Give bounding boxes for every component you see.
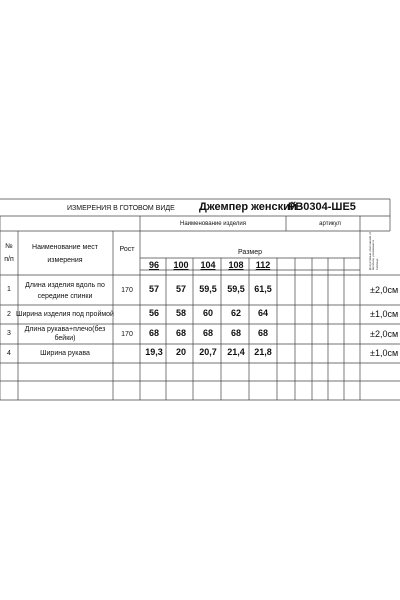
row-4-tolerance: ±1,0см xyxy=(370,348,399,358)
row-1-no: 1 xyxy=(7,286,11,293)
row-4-size-104: 20,7 xyxy=(199,347,217,357)
row-2-size-108: 62 xyxy=(230,308,242,318)
row-3-size-112: 68 xyxy=(257,328,269,338)
col-header-size: Размер xyxy=(237,249,263,256)
row-3-size-96: 68 xyxy=(148,328,160,338)
row-1-size-96: 57 xyxy=(148,284,160,294)
article-code: РВ0304-ШЕ5 xyxy=(288,201,356,213)
row-4-size-100: 20 xyxy=(175,347,187,357)
row-1-name: Длина изделия вдоль по середине спинки xyxy=(25,282,105,300)
row-2-no: 2 xyxy=(7,311,11,318)
row-2-size-96: 56 xyxy=(148,308,160,318)
size-96: 96 xyxy=(148,260,160,270)
col-header-no: № п/п xyxy=(4,243,14,263)
row-4-name: Ширина рукава xyxy=(40,350,90,357)
row-1-size-104: 59,5 xyxy=(199,284,217,294)
row-1-height: 170 xyxy=(121,287,133,294)
row-1-size-108: 59,5 xyxy=(227,284,245,294)
tolerance-note: Допустимые отклонения от величин, указанных в таблице xyxy=(368,232,379,270)
row-1-tolerance: ±2,0см xyxy=(370,285,399,295)
row-2-size-104: 60 xyxy=(202,308,214,318)
row-3-no: 3 xyxy=(7,330,11,337)
size-108: 108 xyxy=(228,260,244,270)
col-header-height: Рост xyxy=(119,246,135,253)
row-4-no: 4 xyxy=(7,350,11,357)
row-2-name: Ширина изделия под проймой xyxy=(16,311,114,318)
row-2-size-100: 58 xyxy=(175,308,187,318)
row-3-height: 170 xyxy=(121,331,133,338)
size-104: 104 xyxy=(200,260,216,270)
size-112: 112 xyxy=(255,260,271,270)
row-3-size-104: 68 xyxy=(202,328,214,338)
col-header-name: Наименование мест измерения xyxy=(32,244,98,264)
product-name-label: Наименование изделия xyxy=(180,221,246,227)
row-3-name: Длина рукава+плечо(без бейки) xyxy=(24,326,106,342)
row-4-size-112: 21,8 xyxy=(254,347,272,357)
row-4-size-96: 19,3 xyxy=(145,347,163,357)
row-3-size-108: 68 xyxy=(230,328,242,338)
row-4-size-108: 21,4 xyxy=(227,347,245,357)
row-3-size-100: 68 xyxy=(175,328,187,338)
row-2-tolerance: ±1,0см xyxy=(370,309,399,319)
article-label: артикул xyxy=(319,221,341,227)
row-1-size-100: 57 xyxy=(175,284,187,294)
doc-title: ИЗМЕРЕНИЯ В ГОТОВОМ ВИДЕ xyxy=(67,205,175,212)
row-1-size-112: 61,5 xyxy=(254,284,272,294)
size-100: 100 xyxy=(173,260,189,270)
row-2-size-112: 64 xyxy=(257,308,269,318)
row-3-tolerance: ±2,0см xyxy=(370,329,399,339)
product-name: Джемпер женский xyxy=(199,201,297,213)
